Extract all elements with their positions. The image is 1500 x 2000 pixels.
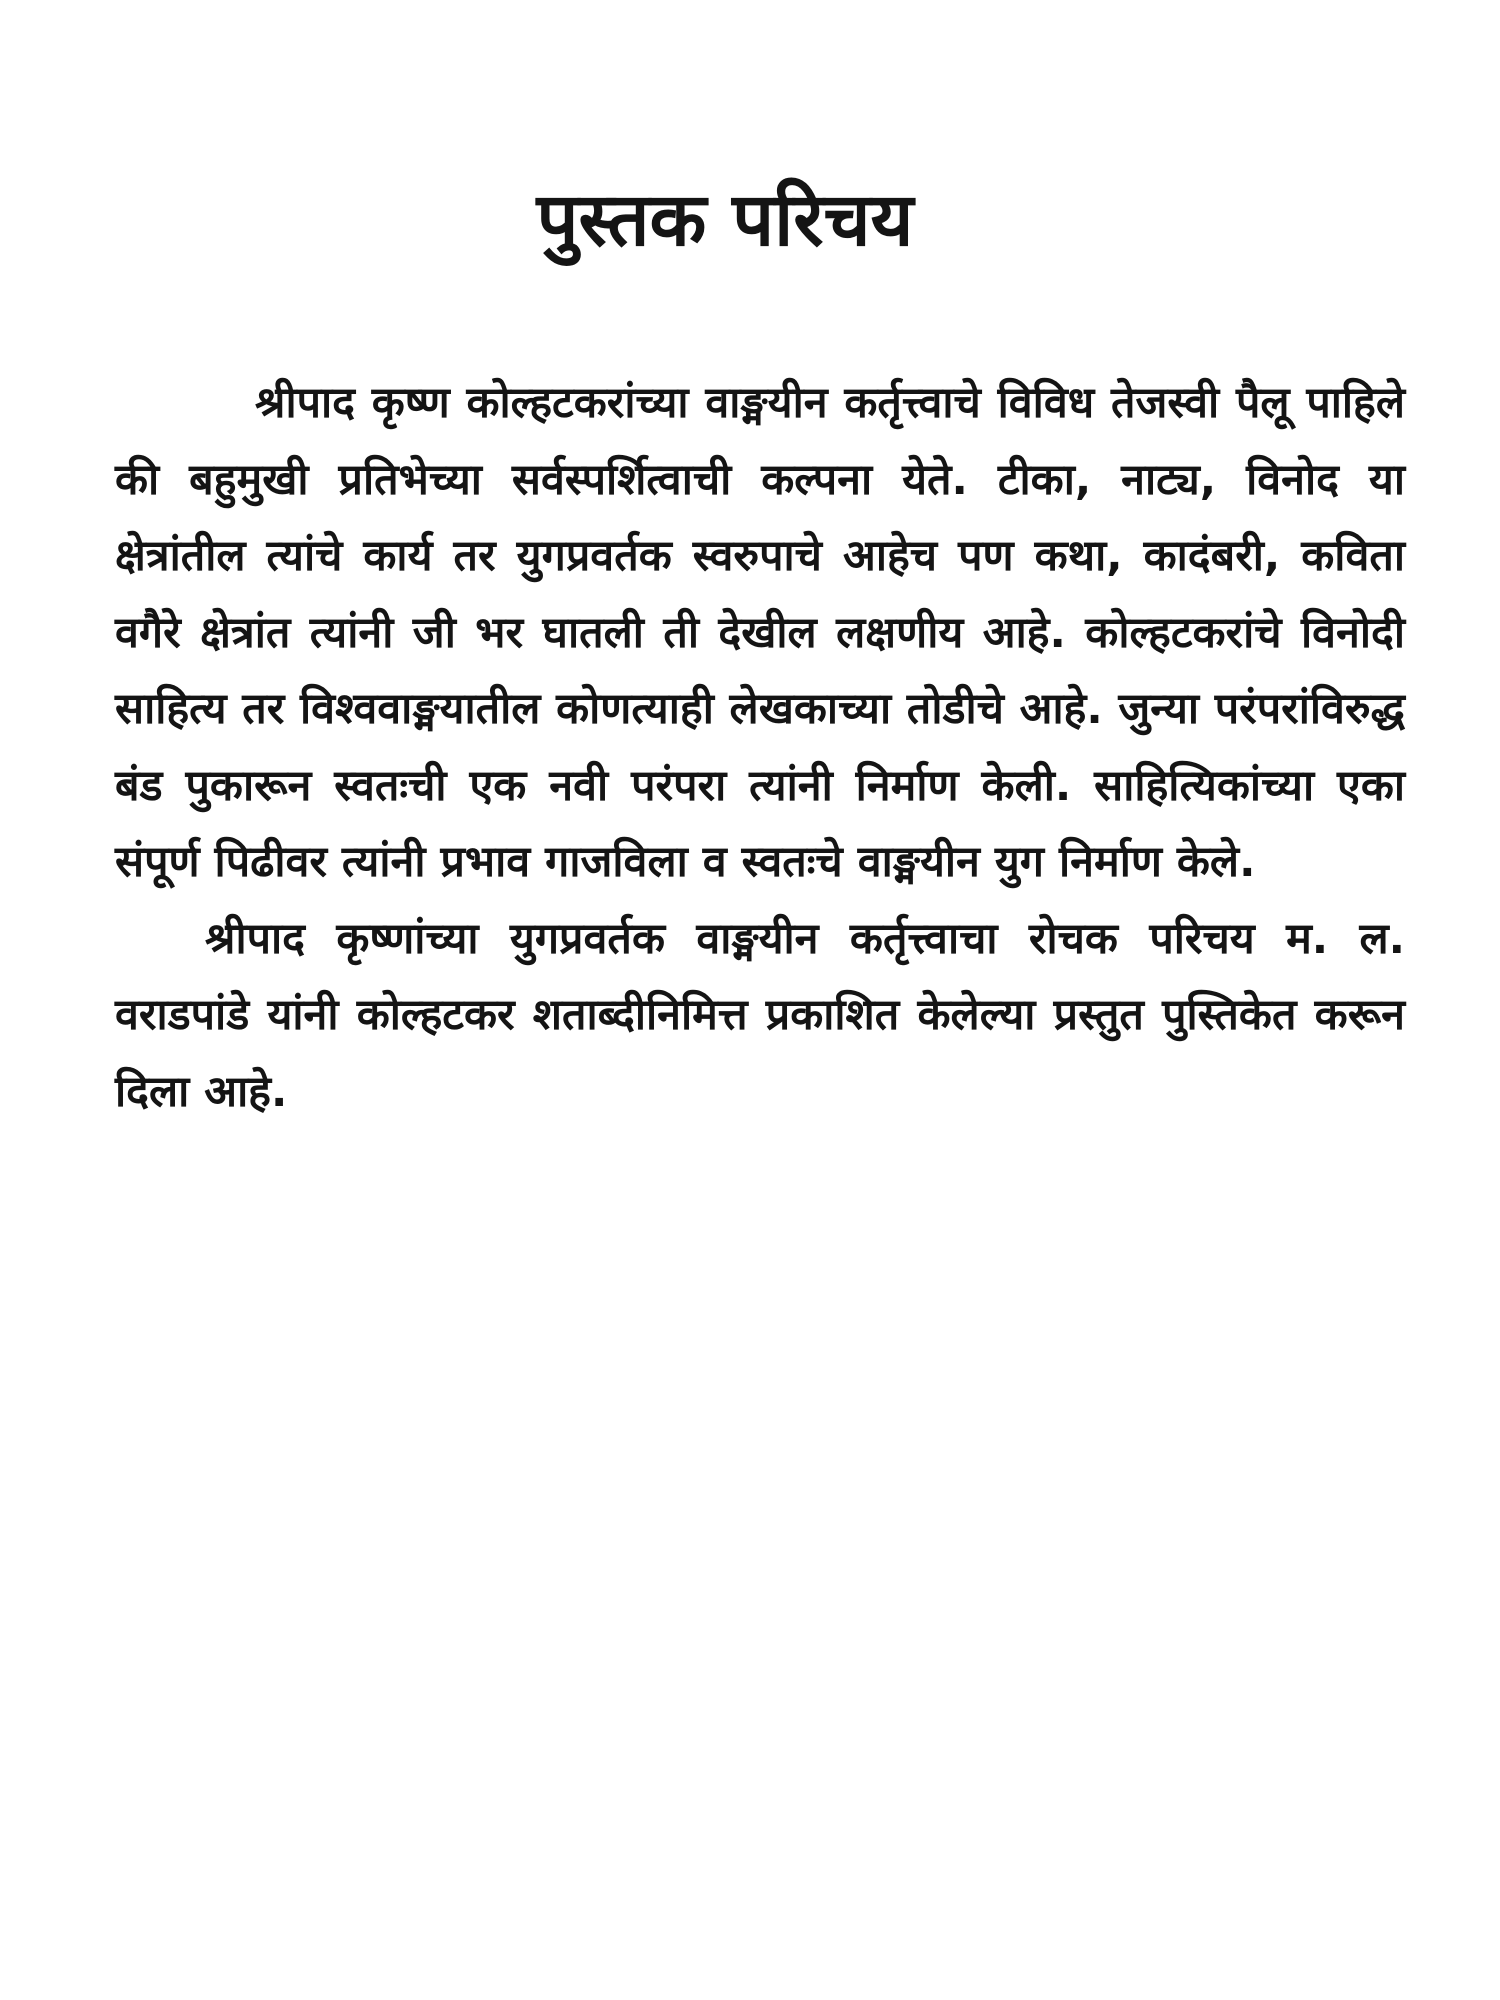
page-title: पुस्तक परिचय (536, 177, 914, 263)
body-text (115, 365, 1405, 1130)
paragraph-2: श्रीपाद कृष्णांच्या युगप्रवर्तक वाङ्मयीन कर्तृत्त्वाचा रोचक परिचय म. ल. वराडपांडे यांनी कोल्हटकर शताब्दीनिमित्त प्रकाशित केलेल्या प्रस्तुत पुस्तिकेत करून दिला आहे. (115, 913, 1405, 1117)
paragraph-1: श्रीपाद कृष्ण कोल्हटकरांच्या वाङ्मयीन कर्तृत्त्वाचे विविध तेजस्वी पैलू पाहिले की बहुमुखी प्रतिभेच्या सर्वस्पर्शित्वाची कल्पना येते. टीका, नाट्य, विनोद या क्षेत्रांतील त्यांचे कार्य तर युगप्रवर्तक स्वरुपाचे आहेच पण कथा, कादंबरी, कविता वगैरे क्षेत्रांत त्यांनी जी भर घातली ती देखील लक्षणीय आहे. कोल्हटकरांचे विनोदी साहित्य तर विश्ववाङ्मयातील कोणत्याही लेखकाच्या तोडीचे आहे. जुन्या परंपरांविरुद्ध बंड पुकारून स्वतःची एक नवी परंपरा त्यांनी निर्माण केली. साहित्यिकांच्या एका संपूर्ण पिढीवर त्यांनी प्रभाव गाजविला व स्वतःचे वाङ्मयीन युग निर्माण केले. (115, 378, 1405, 887)
